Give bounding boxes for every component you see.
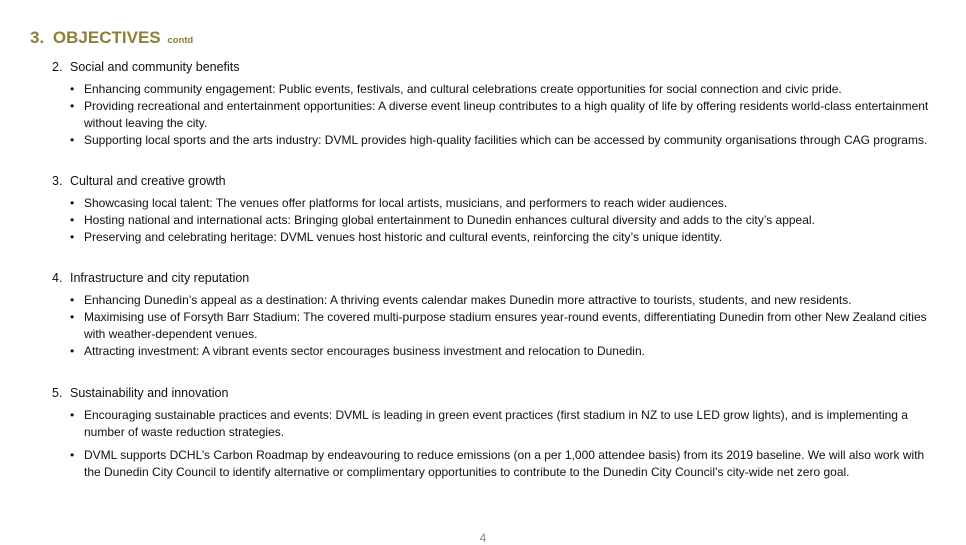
heading-title: OBJECTIVES bbox=[52, 28, 161, 47]
list-item: • Providing recreational and entertainment opportunities: A diverse event lineup contributes to a high quality of life by offering residents world-class entertainment without leaving the city. bbox=[70, 98, 940, 132]
section-title-cultural bbox=[52, 174, 226, 188]
list-item: • Enhancing community engagement: Public events, festivals, and cultural celebrations create opportunities for social connection and civic pride. bbox=[70, 81, 940, 98]
list-item: • Showcasing local talent: The venues offer platforms for local artists, musicians, and performers to reach wider audiences. bbox=[70, 195, 940, 212]
heading-suffix: contd bbox=[167, 35, 194, 46]
section-number: 3. bbox=[52, 174, 63, 188]
section-title-text: Social and community benefits bbox=[70, 60, 240, 74]
heading-number: 3. bbox=[30, 28, 45, 47]
section-number: 5. bbox=[52, 386, 63, 400]
list-item: • Supporting local sports and the arts industry: DVML provides high-quality facilities which can be accessed by community organisations through CAG programs. bbox=[70, 132, 940, 149]
list-item: • Enhancing Dunedin’s appeal as a destination: A thriving events calendar makes Dunedin more attractive to tourists, students, and new residents. bbox=[70, 292, 940, 309]
list-item: • Attracting investment: A vibrant events sector encourages business investment and relocation to Dunedin. bbox=[70, 343, 940, 360]
section-title-social bbox=[52, 60, 240, 74]
section-title-text: Sustainability and innovation bbox=[70, 386, 229, 400]
list-item: • Encouraging sustainable practices and events: DVML is leading in green event practices (first stadium in NZ to use LED grow lights), and is implementing a number of waste reduction strategies. bbox=[70, 407, 940, 441]
bullet-list-sustainability bbox=[70, 407, 940, 481]
bullet-list-social bbox=[70, 81, 940, 149]
bullet-list-infrastructure bbox=[70, 292, 940, 360]
page-heading bbox=[30, 28, 193, 48]
list-item: • Hosting national and international acts: Bringing global entertainment to Dunedin enhances cultural diversity and adds to the city’s appeal. bbox=[70, 212, 940, 229]
list-item: • DVML supports DCHL’s Carbon Roadmap by endeavouring to reduce emissions (on a per 1,000 attendee basis) from its 2019 baseline. We will also work with the Dunedin City Council to identify alternative or complimentary opportunities to contribute to the Dunedin City Council’s city-wide net zero goal. bbox=[70, 447, 940, 481]
list-item: • Maximising use of Forsyth Barr Stadium: The covered multi-purpose stadium ensures year-round events, differentiating Dunedin from other New Zealand cities with weather-dependent venues. bbox=[70, 309, 940, 343]
section-title-text: Infrastructure and city reputation bbox=[70, 271, 250, 285]
page-number: 4 bbox=[479, 531, 487, 545]
section-number: 4. bbox=[52, 271, 63, 285]
bullet-list-cultural bbox=[70, 195, 940, 246]
section-title-text: Cultural and creative growth bbox=[70, 174, 226, 188]
section-title-sustainability bbox=[52, 386, 228, 400]
section-number: 2. bbox=[52, 60, 63, 74]
section-title-infrastructure bbox=[52, 271, 249, 285]
list-item: • Preserving and celebrating heritage: DVML venues host historic and cultural events, reinforcing the city’s unique identity. bbox=[70, 229, 940, 246]
